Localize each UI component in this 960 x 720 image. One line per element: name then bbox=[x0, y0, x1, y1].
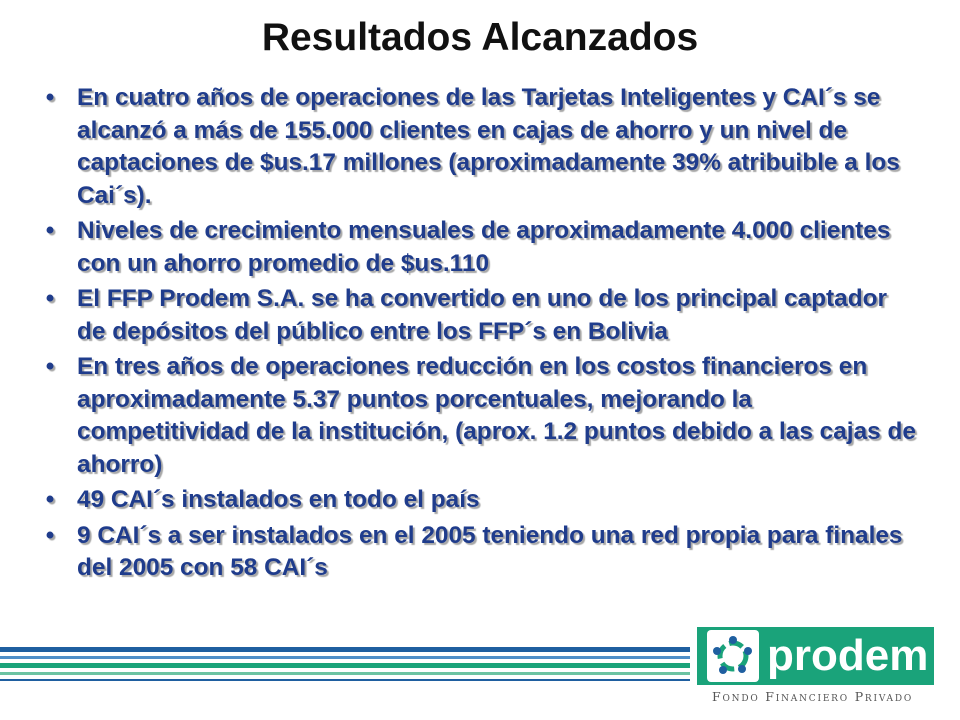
logo-wordmark: prodem bbox=[767, 631, 929, 680]
bullet-text: 49 CAI´s instalados en todo el país bbox=[77, 486, 480, 513]
bullet-item bbox=[40, 283, 920, 348]
bullet-text: El FFP Prodem S.A. se ha convertido en uno de los principal captador de depósitos del público entre los FFP´s en Bolivia bbox=[77, 285, 888, 345]
bullet-icon: • bbox=[45, 217, 55, 244]
prodem-logo bbox=[697, 627, 934, 685]
bullet-item bbox=[40, 484, 920, 517]
prodem-logo-icon bbox=[707, 630, 759, 682]
bullet-text: En tres años de operaciones reducción en los costos financieros en aproximadamente 5.37 puntos porcentuales, mejorando la competitividad de la institución, (aprox. 1.2 puntos debido a las cajas de ahorro) bbox=[77, 353, 916, 478]
stripe-light-blue bbox=[0, 656, 690, 659]
logo-tagline bbox=[712, 689, 942, 704]
tagline-text: Fondo Financiero Privado bbox=[712, 689, 914, 704]
bullet-item bbox=[40, 82, 920, 212]
bullet-icon: • bbox=[45, 486, 55, 513]
bullet-item bbox=[40, 215, 920, 280]
stripe-thin-blue bbox=[0, 679, 690, 681]
stripe-blue bbox=[0, 647, 690, 652]
footer-stripes bbox=[0, 647, 690, 689]
bullet-list bbox=[40, 82, 920, 588]
bullet-item bbox=[40, 520, 920, 585]
bullet-text: 9 CAI´s a ser instalados en el 2005 teniendo una red propia para finales del 2005 con 58 CAI´s bbox=[77, 521, 903, 581]
slide-title: Resultados Alcanzados bbox=[261, 16, 699, 59]
stripe-green bbox=[0, 663, 690, 668]
bullet-icon: • bbox=[45, 353, 55, 380]
stripe-light-green bbox=[0, 672, 690, 675]
bullet-icon: • bbox=[45, 84, 55, 111]
bullet-item bbox=[40, 351, 920, 481]
bullet-icon: • bbox=[45, 521, 55, 549]
bullet-icon: • bbox=[45, 285, 55, 312]
bullet-text: Niveles de crecimiento mensuales de aproximadamente 4.000 clientes con un ahorro promedio de $us.110 bbox=[77, 217, 891, 277]
bullet-text: En cuatro años de operaciones de las Tarjetas Inteligentes y CAI´s se alcanzó a más de 155.000 clientes en cajas de ahorro y un nivel de captaciones de $us.17 millones (aproximadamente 39% atribuible a los Cai´s). bbox=[77, 84, 900, 209]
